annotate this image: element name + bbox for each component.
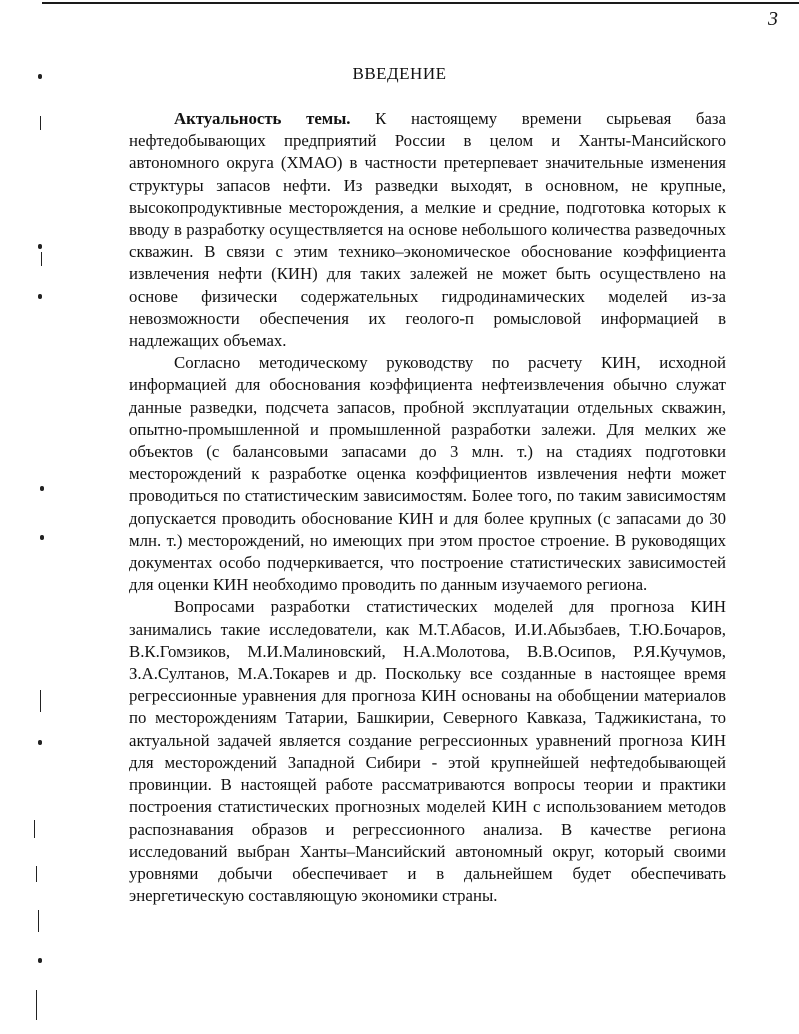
paragraph-lead: Актуальность темы.: [174, 109, 351, 128]
scan-artifact: [38, 294, 42, 299]
scan-artifact: [40, 535, 44, 540]
scan-artifact: [38, 958, 42, 963]
scan-artifact: [38, 740, 42, 745]
scan-artifact: [36, 990, 37, 1020]
page-number: 3: [768, 8, 778, 30]
scan-artifact: [41, 252, 42, 266]
scan-artifact: [38, 74, 42, 79]
body-text: [129, 108, 726, 907]
scan-artifact: [40, 486, 44, 491]
scan-artifact: [36, 866, 37, 882]
scan-artifact: [34, 820, 35, 838]
paragraph-relevance: [129, 108, 726, 352]
top-border-line: [42, 2, 799, 4]
page-title: ВВЕДЕНИЕ: [352, 64, 447, 83]
paragraph-researchers: Вопросами разработки статистических моделей для прогноза КИН занимались такие исследователи, как М.Т.Абасов, И.И.Абызбаев, Т.Ю.Бочаров, В.К.Гомзиков, М.И.Малиновский, Н.А.Молотова, В.В.Осипов, Р.Я.Кучумов, З.А.Султанов, М.А.Токарев и др. Поскольку все созданные в настоящее время регрессионные уравнения для прогноза КИН основаны на обобщении материалов по месторождениям Татарии, Башкирии, Северного Кавказа, Таджикистана, то актуальной задачей является создание регрессионных уравнений прогноза КИН для месторождений Западной Сибири - этой крупнейшей нефтедобывающей провинции. В настоящей работе рассматриваются вопросы теории и практики построения статистических прогнозных моделей КИН с использованием методов распознавания образов и регрессионного анализа. В качестве региона исследований выбран Ханты–Мансийский автономный округ, который своими уровнями добычи обеспечивает и в дальнейшем будет обеспечивать энергетическую составляющую экономики страны.: [129, 597, 726, 906]
scan-artifact: [38, 244, 42, 249]
scan-artifact: [38, 910, 39, 932]
scan-artifact: [40, 690, 41, 712]
scan-artifact: [40, 116, 41, 130]
paragraph-methodology: Согласно методическому руководству по расчету КИН, исходной информацией для обоснования коэффициента нефтеизвлечения обычно служат данные разведки, подсчета запасов, пробной эксплуатации отдельных скважин, опытно-промышленной и промышленной разработки залежи. Для мелких же объектов (с балансовыми запасами до 3 млн. т.) на стадиях подготовки месторождений к разработке оценка коэффициентов извлечения нефти может проводиться по статистическим зависимостям. Более того, по таким зависимостям допускается проводить обоснование КИН и для более крупных (с запасами до 30 млн. т.) месторождений, но имеющих при этом простое строение. В руководящих документах особо подчеркивается, что построение статистических зависимостей для оценки КИН необходимо проводить по данным изучаемого региона.: [129, 353, 726, 595]
paragraph-text: К настоящему времени сырьевая база нефтедобывающих предприятий России в целом и Ханты-Мансийского автономного округа (ХМАО) в частности претерпевает значительные изменения структуры запасов нефти. Из разведки выходят, в основном, не крупные, высокопродуктивные месторождения, а мелкие и средние, подготовка которых к вводу в разработку осуществляется на основе небольшого количества разведочных скважин. В связи с этим технико–экономическое обоснование коэффициента извлечения нефти (КИН) для таких залежей не может быть осуществлено на основе физически содержательных гидродинамических моделей из-за невозможности обеспечения их геолого-п ромысловой информацией в надлежащих объемах.: [129, 109, 726, 351]
